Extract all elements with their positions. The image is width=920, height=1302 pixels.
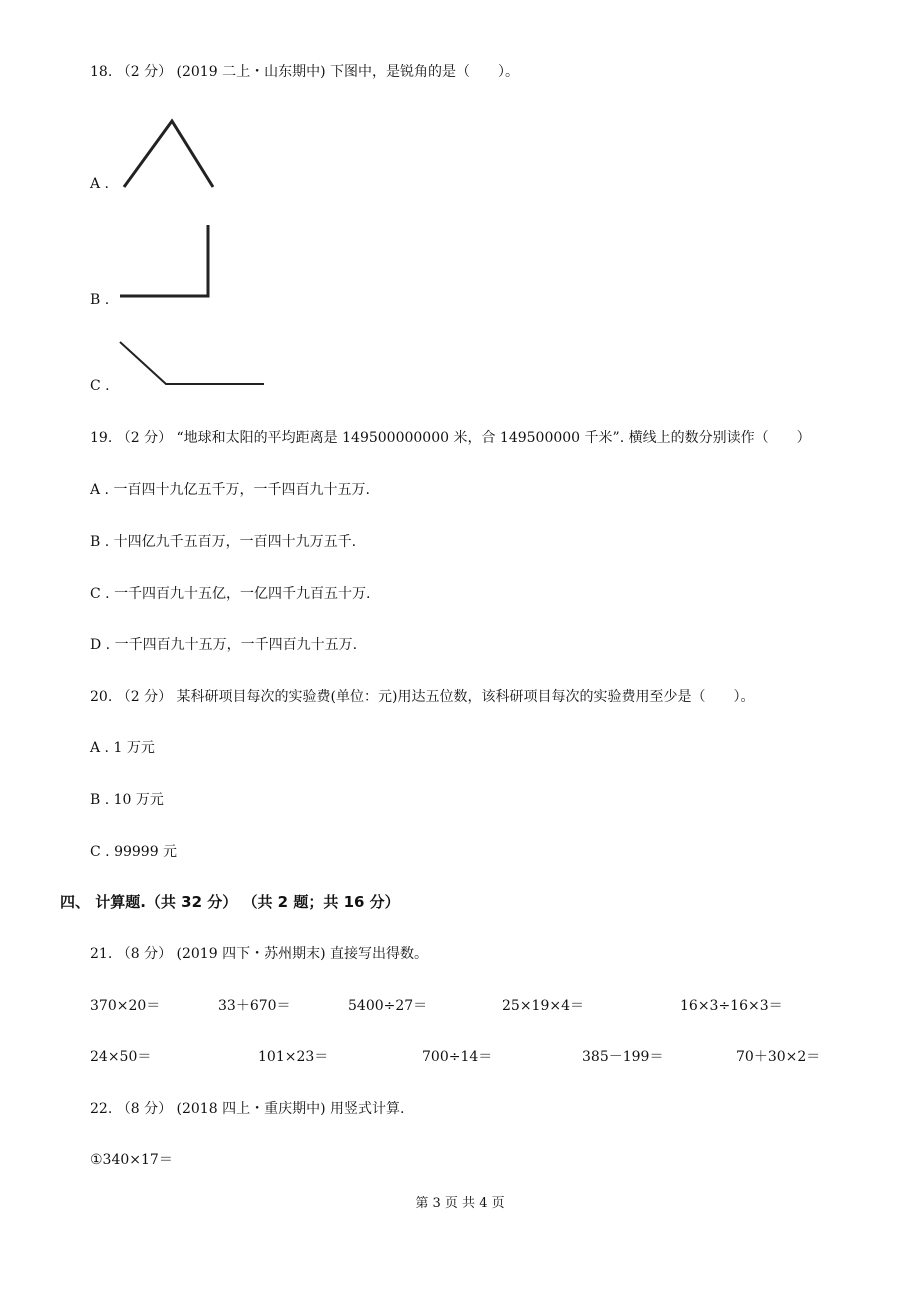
q21-expr: 700÷14＝: [422, 1049, 493, 1065]
q19-option-a: A . 一百四十九亿五千万，一千四百九十五万.: [90, 482, 370, 498]
q18-stem: 18. （2 分） (2019 二上・山东期中) 下图中，是锐角的是（ ）。: [90, 64, 519, 80]
q18-option-b-label: B .: [90, 292, 110, 308]
q21-expr: 16×3÷16×3＝: [680, 998, 783, 1014]
q19-stem: 19. （2 分） “地球和太阳的平均距离是 149500000000 米，合 149500000 千米”. 横线上的数分别读作（ ）: [90, 430, 811, 446]
q21-expr: 101×23＝: [258, 1049, 329, 1065]
q21-expr: 33＋670＝: [218, 998, 291, 1014]
q22-item-1: ①340×17＝: [90, 1152, 173, 1168]
q19-option-c: C . 一千四百九十五亿，一亿四千九百五十万.: [90, 586, 371, 602]
q20-option-b: B . 10 万元: [90, 792, 164, 808]
q19-option-d: D . 一千四百九十五万，一千四百九十五万.: [90, 637, 358, 653]
q21-expr: 5400÷27＝: [348, 998, 428, 1014]
q21-expr: 370×20＝: [90, 998, 161, 1014]
q18-option-a-label: A .: [90, 176, 110, 192]
page-footer: 第 3 页 共 4 页: [415, 1196, 505, 1211]
q21-stem: 21. （8 分） (2019 四下・苏州期末) 直接写出得数。: [90, 946, 428, 962]
q21-expr: 385－199＝: [582, 1049, 664, 1065]
q21-expr: 24×50＝: [90, 1049, 152, 1065]
q20-option-c: C . 99999 元: [90, 844, 178, 860]
q19-option-b: B . 十四亿九千五百万，一百四十九万五千.: [90, 534, 357, 550]
section-heading: 四、 计算题.（共 32 分） （共 2 题；共 16 分）: [60, 893, 400, 911]
q22-stem: 22. （8 分） (2018 四上・重庆期中) 用竖式计算.: [90, 1101, 405, 1117]
q20-stem: 20. （2 分） 某科研项目每次的实验费(单位：元)用达五位数，该科研项目每次的实验费用至少是（ ）。: [90, 689, 755, 705]
q21-expr: 70＋30×2＝: [736, 1049, 821, 1065]
q20-option-a: A . 1 万元: [90, 740, 155, 756]
q18-option-c-label: C .: [90, 378, 110, 394]
q21-expr: 25×19×4＝: [502, 998, 584, 1014]
